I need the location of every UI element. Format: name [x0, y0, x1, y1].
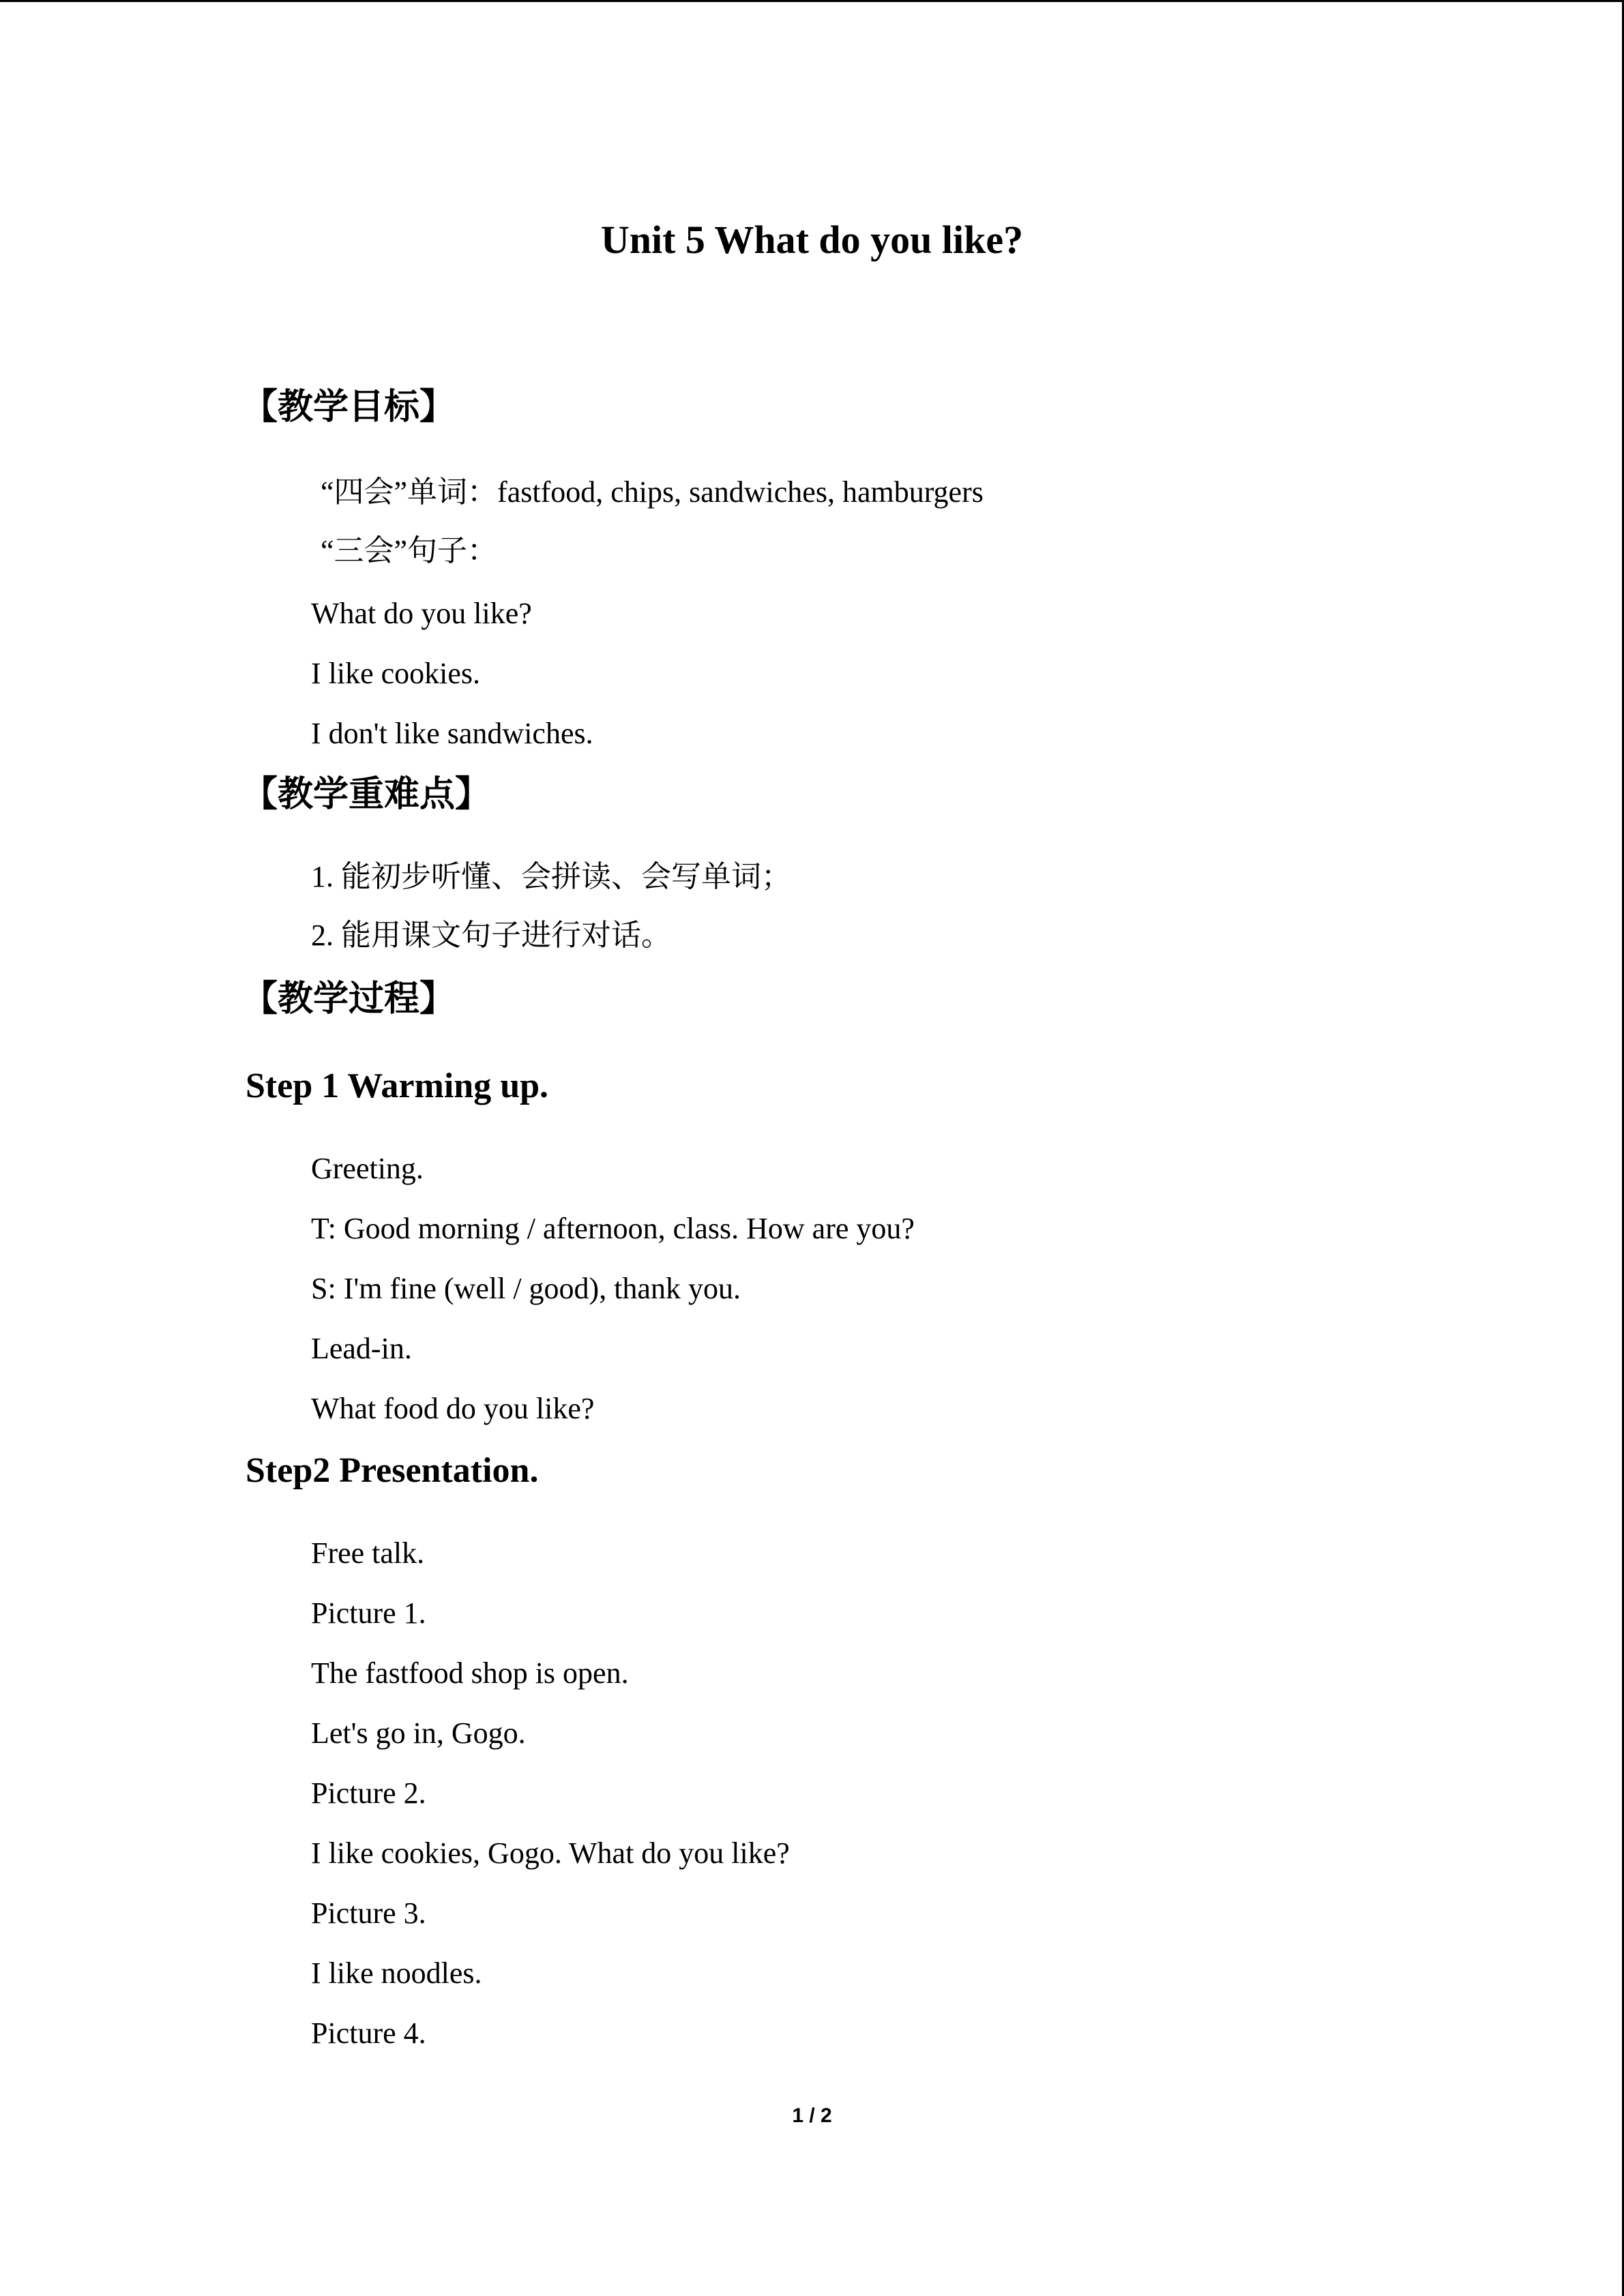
- step2-line: Picture 1.: [311, 1596, 426, 1630]
- step1-line: S: I'm fine (well / good), thank you.: [311, 1272, 741, 1305]
- step2-line: Picture 2.: [311, 1776, 426, 1810]
- objectives-line: I like cookies.: [311, 657, 481, 690]
- step2-line: Picture 3.: [311, 1896, 426, 1930]
- step2-line: Free talk.: [311, 1536, 425, 1570]
- objectives-line: I don't like sandwiches.: [311, 717, 593, 750]
- process-heading: 【教学过程】: [242, 979, 456, 1019]
- step2-line: The fastfood shop is open.: [311, 1656, 629, 1690]
- key-points-line: 2. 能用课文句子进行对话。: [311, 919, 671, 952]
- step2-line: Let's go in, Gogo.: [311, 1716, 526, 1750]
- step1-line: Lead-in.: [311, 1332, 412, 1365]
- key-points-heading: 【教学重难点】: [242, 774, 491, 815]
- objectives-line: “三会”句子：: [321, 534, 498, 567]
- key-points-line: 1. 能初步听懂、会拼读、会写单词；: [311, 860, 791, 893]
- page-number: 1 / 2: [792, 2104, 832, 2127]
- step2-line: Picture 4.: [311, 2016, 426, 2050]
- step1-line: Greeting.: [311, 1152, 424, 1185]
- document-title: Unit 5 What do you like?: [600, 218, 1024, 262]
- page-border-top: [0, 0, 1624, 2]
- step1-heading: Step 1 Warming up.: [246, 1067, 549, 1105]
- objectives-heading: 【教学目标】: [242, 387, 456, 428]
- step2-heading: Step2 Presentation.: [246, 1451, 539, 1490]
- step1-line: T: Good morning / afternoon, class. How are you?: [311, 1212, 915, 1245]
- objectives-line: What do you like?: [311, 597, 532, 630]
- step2-line: I like cookies, Gogo. What do you like?: [311, 1836, 790, 1870]
- step1-line: What food do you like?: [311, 1392, 595, 1425]
- objectives-line: “四会”单词：fastfood, chips, sandwiches, hamburgers: [321, 475, 984, 509]
- step2-line: I like noodles.: [311, 1956, 482, 1990]
